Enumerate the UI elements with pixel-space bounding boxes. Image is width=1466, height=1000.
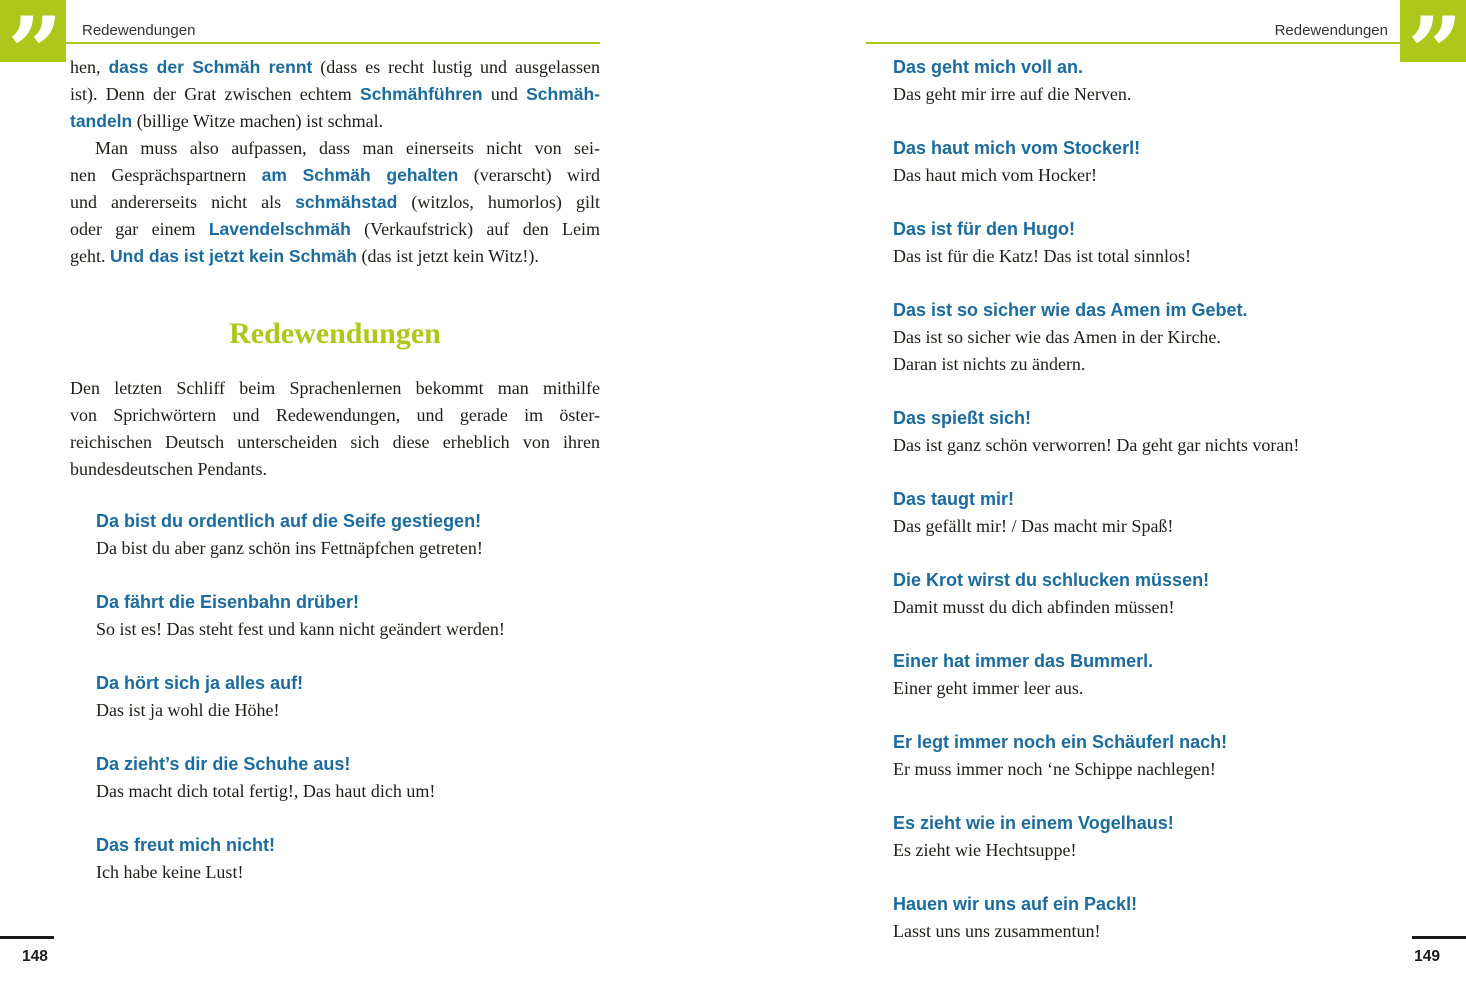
idiom-entry xyxy=(96,832,600,886)
idiom-phrase: Er legt immer noch ein Schäuferl nach! xyxy=(893,732,1228,752)
highlighted-term: am Schmäh gehalten xyxy=(261,165,459,185)
idiom-entry xyxy=(893,486,1396,540)
idiom-phrase: Hauen wir uns auf ein Packl! xyxy=(893,894,1138,914)
idiom-entry xyxy=(893,216,1396,270)
footer-rule-left xyxy=(0,936,54,939)
idiom-entry xyxy=(893,810,1396,864)
idiom-meaning: So ist es! Das steht fest und kann nicht geändert werden! xyxy=(96,619,505,639)
highlighted-term: tandeln xyxy=(70,111,133,131)
idiom-phrase: Einer hat immer das Bummerl. xyxy=(893,651,1154,671)
highlighted-term: Lavendelschmäh xyxy=(208,219,351,239)
paragraph-line xyxy=(70,243,600,270)
idiom-meaning: Das macht dich total fertig!, Das haut dich um! xyxy=(96,781,436,801)
footer-rule-right xyxy=(1412,936,1466,939)
idiom-phrase: Da fährt die Eisenbahn drüber! xyxy=(96,592,360,612)
text-run: bundesdeutschen Pendants. xyxy=(70,459,267,479)
idiom-entry xyxy=(893,135,1396,189)
text-run: nen Gesprächspartnern xyxy=(70,165,262,185)
text-run: reichischen Deutsch unterscheiden sich diese erheblich von ihren xyxy=(70,432,600,452)
paragraph-line xyxy=(70,429,600,456)
idiom-list-right xyxy=(893,54,1396,972)
idiom-phrase: Das ist für den Hugo! xyxy=(893,219,1076,239)
idiom-meaning: Daran ist nichts zu ändern. xyxy=(893,354,1086,374)
paragraph-line xyxy=(70,54,600,81)
text-run: von Sprichwörtern und Redewendungen, und gerade im öster- xyxy=(70,405,600,425)
idiom-entry xyxy=(893,405,1396,459)
text-run: (das ist jetzt kein Witz!). xyxy=(357,246,539,266)
paragraph-line xyxy=(70,81,600,108)
left-page-paragraphs xyxy=(70,54,600,270)
running-head-left: Redewendungen xyxy=(82,22,196,39)
header-rule-right xyxy=(866,42,1400,44)
text-run: (witzlos, humorlos) gilt xyxy=(397,192,600,212)
idiom-entry xyxy=(96,751,600,805)
idiom-entry xyxy=(893,567,1396,621)
idiom-meaning: Das geht mir irre auf die Nerven. xyxy=(893,84,1132,104)
idiom-meaning: Das ist ganz schön verworren! Da geht gar nichts voran! xyxy=(893,435,1300,455)
paragraph-line xyxy=(70,456,600,483)
idiom-entry xyxy=(893,891,1396,945)
highlighted-term: Schmäh- xyxy=(526,84,600,104)
idiom-phrase: Die Krot wirst du schlucken müssen! xyxy=(893,570,1210,590)
idiom-meaning: Es zieht wie Hechtsuppe! xyxy=(893,840,1077,860)
paragraph-line xyxy=(70,402,600,429)
idiom-phrase: Es zieht wie in einem Vogelhaus! xyxy=(893,813,1174,833)
chapter-intro xyxy=(70,375,600,483)
idiom-list-left xyxy=(96,508,600,913)
quote-badge-right xyxy=(1400,0,1466,109)
idiom-meaning: Das haut mich vom Hocker! xyxy=(893,165,1097,185)
idiom-phrase: Da bist du ordentlich auf die Seife gestiegen! xyxy=(96,511,482,531)
text-run: Den letzten Schliff beim Sprachenlernen bekommt man mithilfe xyxy=(70,378,600,398)
running-head-right: Redewendungen xyxy=(1274,22,1388,39)
text-run: (billige Witze machen) ist schmal. xyxy=(132,111,384,131)
idiom-entry xyxy=(893,729,1396,783)
paragraph-line xyxy=(70,135,600,162)
idiom-meaning: Einer geht immer leer aus. xyxy=(893,678,1084,698)
page-number-right: 149 xyxy=(1414,948,1440,965)
idiom-meaning: Damit musst du dich abfinden müssen! xyxy=(893,597,1175,617)
highlighted-term: Und das ist jetzt kein Schmäh xyxy=(110,246,357,266)
paragraph-line xyxy=(70,108,600,135)
paragraph-line xyxy=(70,189,600,216)
highlighted-term: Schmähführen xyxy=(360,84,483,104)
idiom-meaning: Da bist du aber ganz schön ins Fettnäpfchen getreten! xyxy=(96,538,483,558)
idiom-phrase: Das ist so sicher wie das Amen im Gebet. xyxy=(893,300,1248,320)
highlighted-term: schmähstad xyxy=(295,192,398,212)
quote-badge-left xyxy=(0,0,66,109)
idiom-meaning: Lasst uns uns zusammentun! xyxy=(893,921,1101,941)
idiom-meaning: Er muss immer noch ‘ne Schippe nachlegen! xyxy=(893,759,1216,779)
text-run: und andererseits nicht als xyxy=(70,192,296,212)
quotes-icon: ” xyxy=(1407,0,1459,109)
idiom-meaning: Das gefällt mir! / Das macht mir Spaß! xyxy=(893,516,1174,536)
text-run: oder gar einem xyxy=(70,219,209,239)
text-run: geht. xyxy=(70,246,110,266)
paragraph-line xyxy=(70,375,600,402)
idiom-phrase: Da hört sich ja alles auf! xyxy=(96,673,304,693)
header-rule-left xyxy=(66,42,600,44)
text-run: Man muss also aufpassen, dass man einerseits nicht von sei- xyxy=(95,138,600,158)
idiom-meaning: Das ist ja wohl die Höhe! xyxy=(96,700,280,720)
highlighted-term: dass der Schmäh rennt xyxy=(108,57,313,77)
text-run: hen, xyxy=(70,57,109,77)
quotes-icon: ” xyxy=(7,0,59,109)
text-run: ist). Denn der Grat zwischen echtem xyxy=(70,84,361,104)
text-run: (dass es recht lustig und ausgelassen xyxy=(312,57,600,77)
text-run: (verarscht) wird xyxy=(458,165,600,185)
idiom-meaning: Das ist für die Katz! Das ist total sinnlos! xyxy=(893,246,1191,266)
idiom-phrase: Das taugt mir! xyxy=(893,489,1015,509)
paragraph-line xyxy=(70,162,600,189)
idiom-phrase: Das spießt sich! xyxy=(893,408,1032,428)
idiom-entry xyxy=(893,648,1396,702)
idiom-phrase: Das geht mich voll an. xyxy=(893,57,1084,77)
idiom-meaning: Ich habe keine Lust! xyxy=(96,862,244,882)
idiom-phrase: Da zieht’s dir die Schuhe aus! xyxy=(96,754,351,774)
idiom-phrase: Das haut mich vom Stockerl! xyxy=(893,138,1141,158)
text-run: und xyxy=(482,84,527,104)
idiom-phrase: Das freut mich nicht! xyxy=(96,835,276,855)
idiom-entry xyxy=(893,297,1396,378)
idiom-entry xyxy=(96,508,600,562)
text-run: (Verkaufstrick) auf den Leim xyxy=(350,219,600,239)
paragraph-line xyxy=(70,216,600,243)
idiom-meaning: Das ist so sicher wie das Amen in der Kirche. xyxy=(893,327,1221,347)
page-number-left: 148 xyxy=(22,948,48,965)
idiom-entry xyxy=(893,54,1396,108)
chapter-heading: Redewendungen xyxy=(229,317,441,350)
idiom-entry xyxy=(96,670,600,724)
idiom-entry xyxy=(96,589,600,643)
